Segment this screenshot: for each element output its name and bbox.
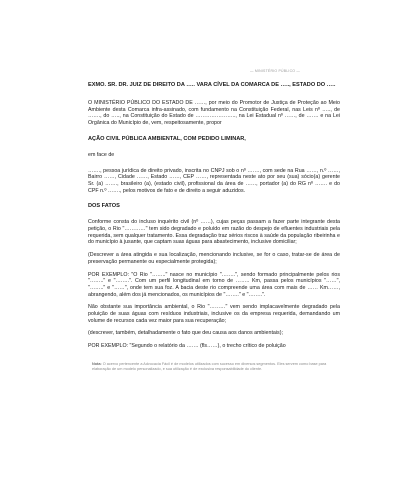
facts-title: DOS FATOS [88, 203, 120, 210]
report-paragraph: POR EXEMPLO: "Segundo o relatório da ……. (fls……), o trecho crítico de poluição [88, 343, 286, 350]
defendant-paragraph: ……., pessoa jurídica de direito privado, inscrita no CNPJ sob o nº ……., com sede na Rua ……, n.º ……, Bairro ……, Cidade ……, Estado ……, CEP ……, representada neste ato por seu (sua) sócio(a) gerente Sr. (a) ……., brasileiro (a), (estado civil), profissional da área de ……, portador (a) do RG nº ……. e do CPF n.º ……., pelos motivos de fato e de direito a seguir aduzidos. [88, 167, 340, 194]
footnote [88, 362, 340, 372]
footnote-label: Nota: [92, 361, 102, 366]
describe-damage-paragraph: (descrever, também, detalhadamente o fato que deu causa aos danos ambientais); [88, 330, 283, 337]
facts-paragraph: Conforme consta do incluso inquérito civil (nº ……), cujas peças passam a fazer parte integrante desta petição, o Rio "…………" tem sido degradado e poluído em razão do despejo de efluentes industriais pela requerida, sem qualquer tratamento. Essa degradação traz sérios riscos à saúde da população ribeirinha e do município à jusante, que captam suas águas para abastecimento, inclusive domiciliar; [88, 219, 340, 246]
header-mark: — MINISTÉRIO PÚBLICO — [250, 69, 301, 73]
footnote-text: O acervo pertencente a Advocacia Fácil é de modelos utilizados com sucesso em diversos segmentos. Eles servem como base para elaboração de um modelo personalizado, e sua utilização é de exclusiva responsabilidade do cliente. [92, 361, 327, 371]
intro-paragraph: O MINISTÉRIO PÚBLICO DO ESTADO DE ……, por meio do Promotor de Justiça de Proteção ao Meio Ambiente desta Comarca infra-assinado, com fundamento na Constituição Federal, nas Leis nº ….., de ……., do ….., na Constituição do Estado de ………………….., na Lei Estadual nº ……, de ……. e na Lei Orgânica do Município de, vem, respeitosamente, propor [88, 100, 340, 127]
describe-paragraph: (Descrever a área atingida e sua localização, mencionando inclusive, se for o caso, tratar-se de área de preservação permanente ou especialmente protegida); [88, 252, 340, 265]
importance-paragraph: Não obstante sua importância ambiental, o Rio "………" vem sendo implacavelmente degradado pela poluição de suas águas com resíduos industriais, inclusive os da empresa requerida, demandando um volume de recursos cada vez maior para sua recuperação; [88, 304, 340, 324]
against-text: em face de [88, 151, 115, 158]
action-title: AÇÃO CIVIL PÚBLICA AMBIENTAL, COM PEDIDO LIMINAR, [88, 135, 246, 142]
example-paragraph: POR EXEMPLO: "O Rio "…….." nasce no município "……..", sendo formado principalmente pelos rios "…….." e "……..". Com um perfil longitudinal em torno de …….. Km, passa pelos municípios "……", "…….." e "……", onde tem sua foz. A bacia deste rio compreende uma área com mais de …… Km……, abrangendo, além dos já mencionados, os municípios de "…….." e "……..". [88, 271, 340, 298]
petition-title: EXMO. SR. DR. JUIZ DE DIREITO DA ….. VARA CÍVEL DA COMARCA DE ….., ESTADO DO ….. [88, 82, 336, 88]
